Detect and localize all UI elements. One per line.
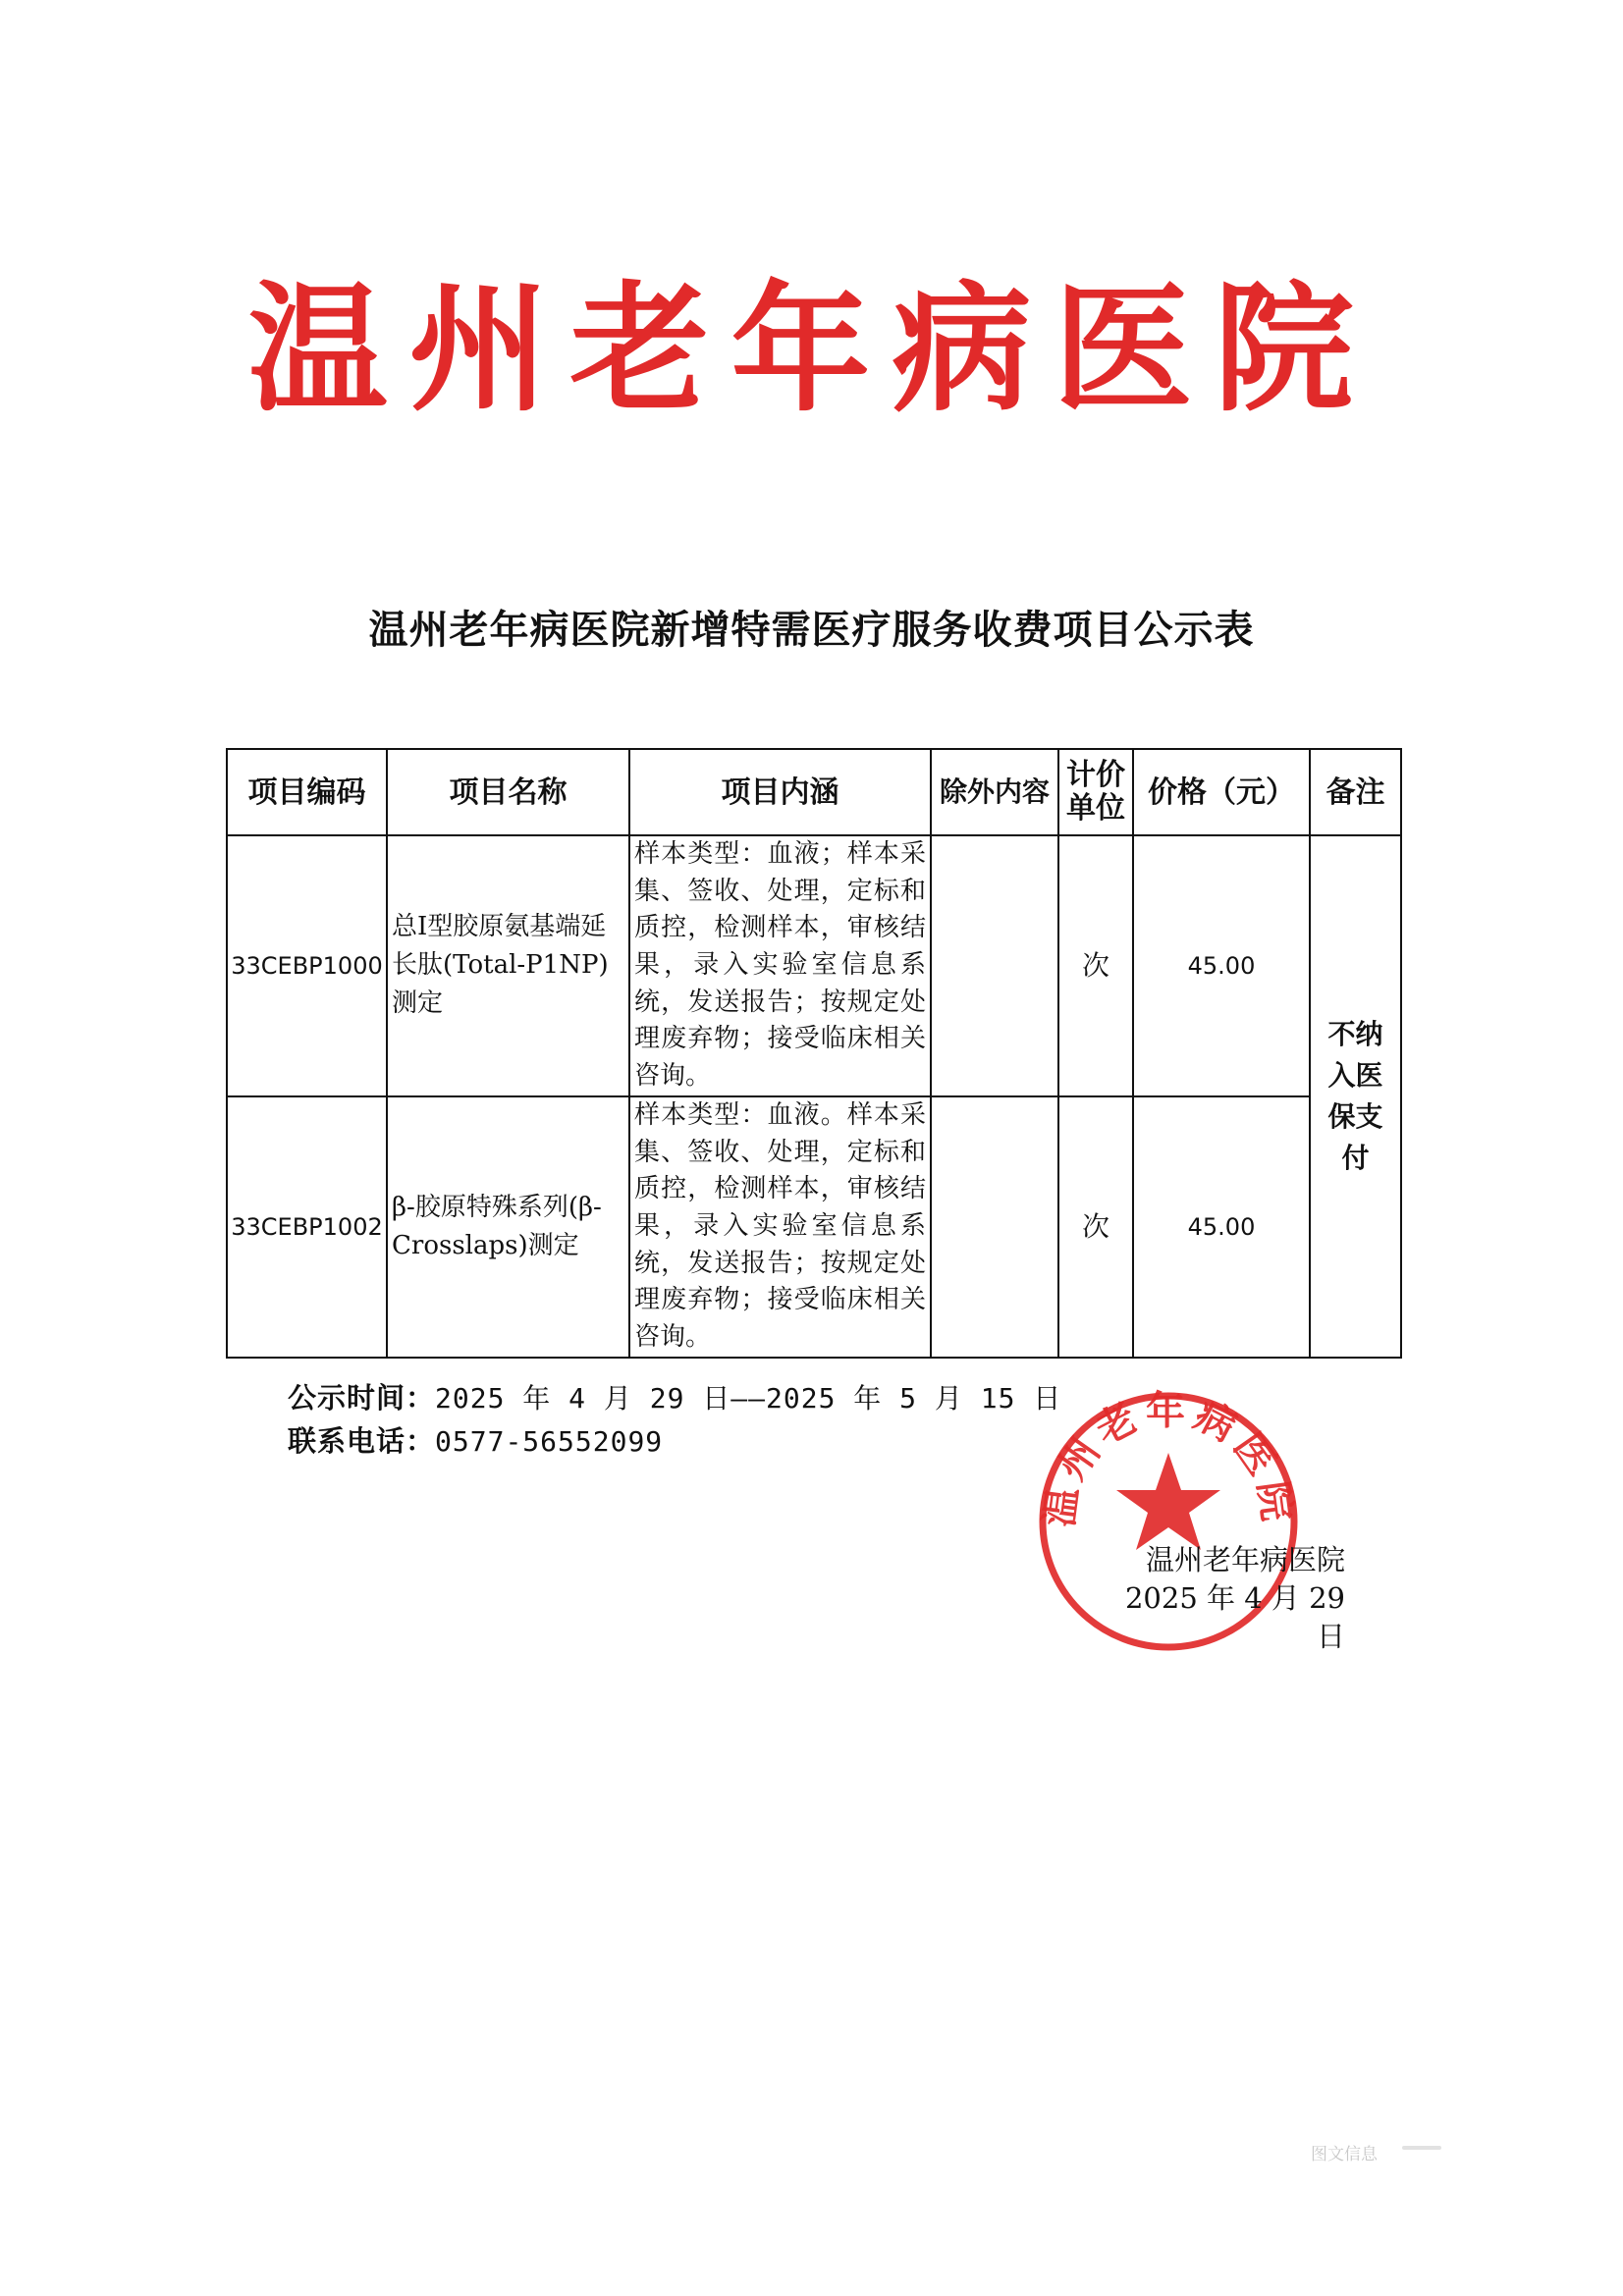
header-remark: 备注 bbox=[1310, 749, 1401, 835]
contact-phone-label: 联系电话： bbox=[288, 1424, 436, 1458]
row-price: 45.00 bbox=[1133, 1096, 1310, 1358]
watermark-dash bbox=[1402, 2146, 1441, 2150]
seal-star-icon bbox=[1116, 1453, 1220, 1550]
row-desc: 样本类型：血液。样本采集、签收、处理，定标和质控，检测样本，审核结果，录入实验室信息系统，发送报告；按规定处理废弃物；接受临床相关咨询。 bbox=[629, 1096, 931, 1358]
row-unit: 次 bbox=[1058, 835, 1133, 1096]
row-name: β-胶原特殊系列(β-Crosslaps)测定 bbox=[387, 1096, 629, 1358]
publicity-period bbox=[288, 1376, 1061, 1416]
header-exclusion: 除外内容 bbox=[931, 749, 1058, 835]
contact-phone bbox=[288, 1419, 663, 1460]
publicity-period-value: 2025 年 4 月 29 日——2025 年 5 月 15 日 bbox=[435, 1382, 1062, 1415]
header-desc: 项目内涵 bbox=[629, 749, 931, 835]
header-unit: 计价单位 bbox=[1058, 749, 1133, 835]
document-title: 温州老年病医院新增特需医疗服务收费项目公示表 bbox=[368, 607, 1255, 653]
row-exclusion bbox=[931, 1096, 1058, 1358]
row-unit: 次 bbox=[1058, 1096, 1133, 1358]
seal-text: 温州老年病医院 bbox=[1036, 1387, 1301, 1530]
header-code: 项目编码 bbox=[227, 749, 387, 835]
header-name: 项目名称 bbox=[387, 749, 629, 835]
row-remark: 不纳入医保支付 bbox=[1310, 835, 1401, 1358]
publicity-period-label: 公示时间： bbox=[288, 1381, 436, 1415]
header-price: 价格（元） bbox=[1133, 749, 1310, 835]
row-desc: 样本类型：血液；样本采集、签收、处理，定标和质控，检测样本，审核结果，录入实验室信息系统，发送报告；按规定处理废弃物；接受临床相关咨询。 bbox=[629, 835, 931, 1096]
watermark: 图文信息 bbox=[1311, 2145, 1378, 2164]
row-code: 33CEBP1002 bbox=[227, 1096, 387, 1358]
table-header-row bbox=[227, 749, 1401, 835]
row-exclusion bbox=[931, 835, 1058, 1096]
signature-block bbox=[1100, 1541, 1345, 1656]
letterhead: 温州老年病医院 bbox=[247, 268, 1376, 431]
signature-org: 温州老年病医院 bbox=[1145, 1543, 1345, 1576]
row-price: 45.00 bbox=[1133, 835, 1310, 1096]
row-code: 33CEBP1000 bbox=[227, 835, 387, 1096]
table-row bbox=[227, 1096, 1401, 1358]
contact-phone-value: 0577-56552099 bbox=[435, 1425, 664, 1458]
row-name: 总Ⅰ型胶原氨基端延长肽(Total-P1NP)测定 bbox=[387, 835, 629, 1096]
table-row bbox=[227, 835, 1401, 1096]
signature-date: 2025 年 4 月 29 日 bbox=[1124, 1581, 1345, 1654]
fee-table bbox=[226, 748, 1402, 1359]
